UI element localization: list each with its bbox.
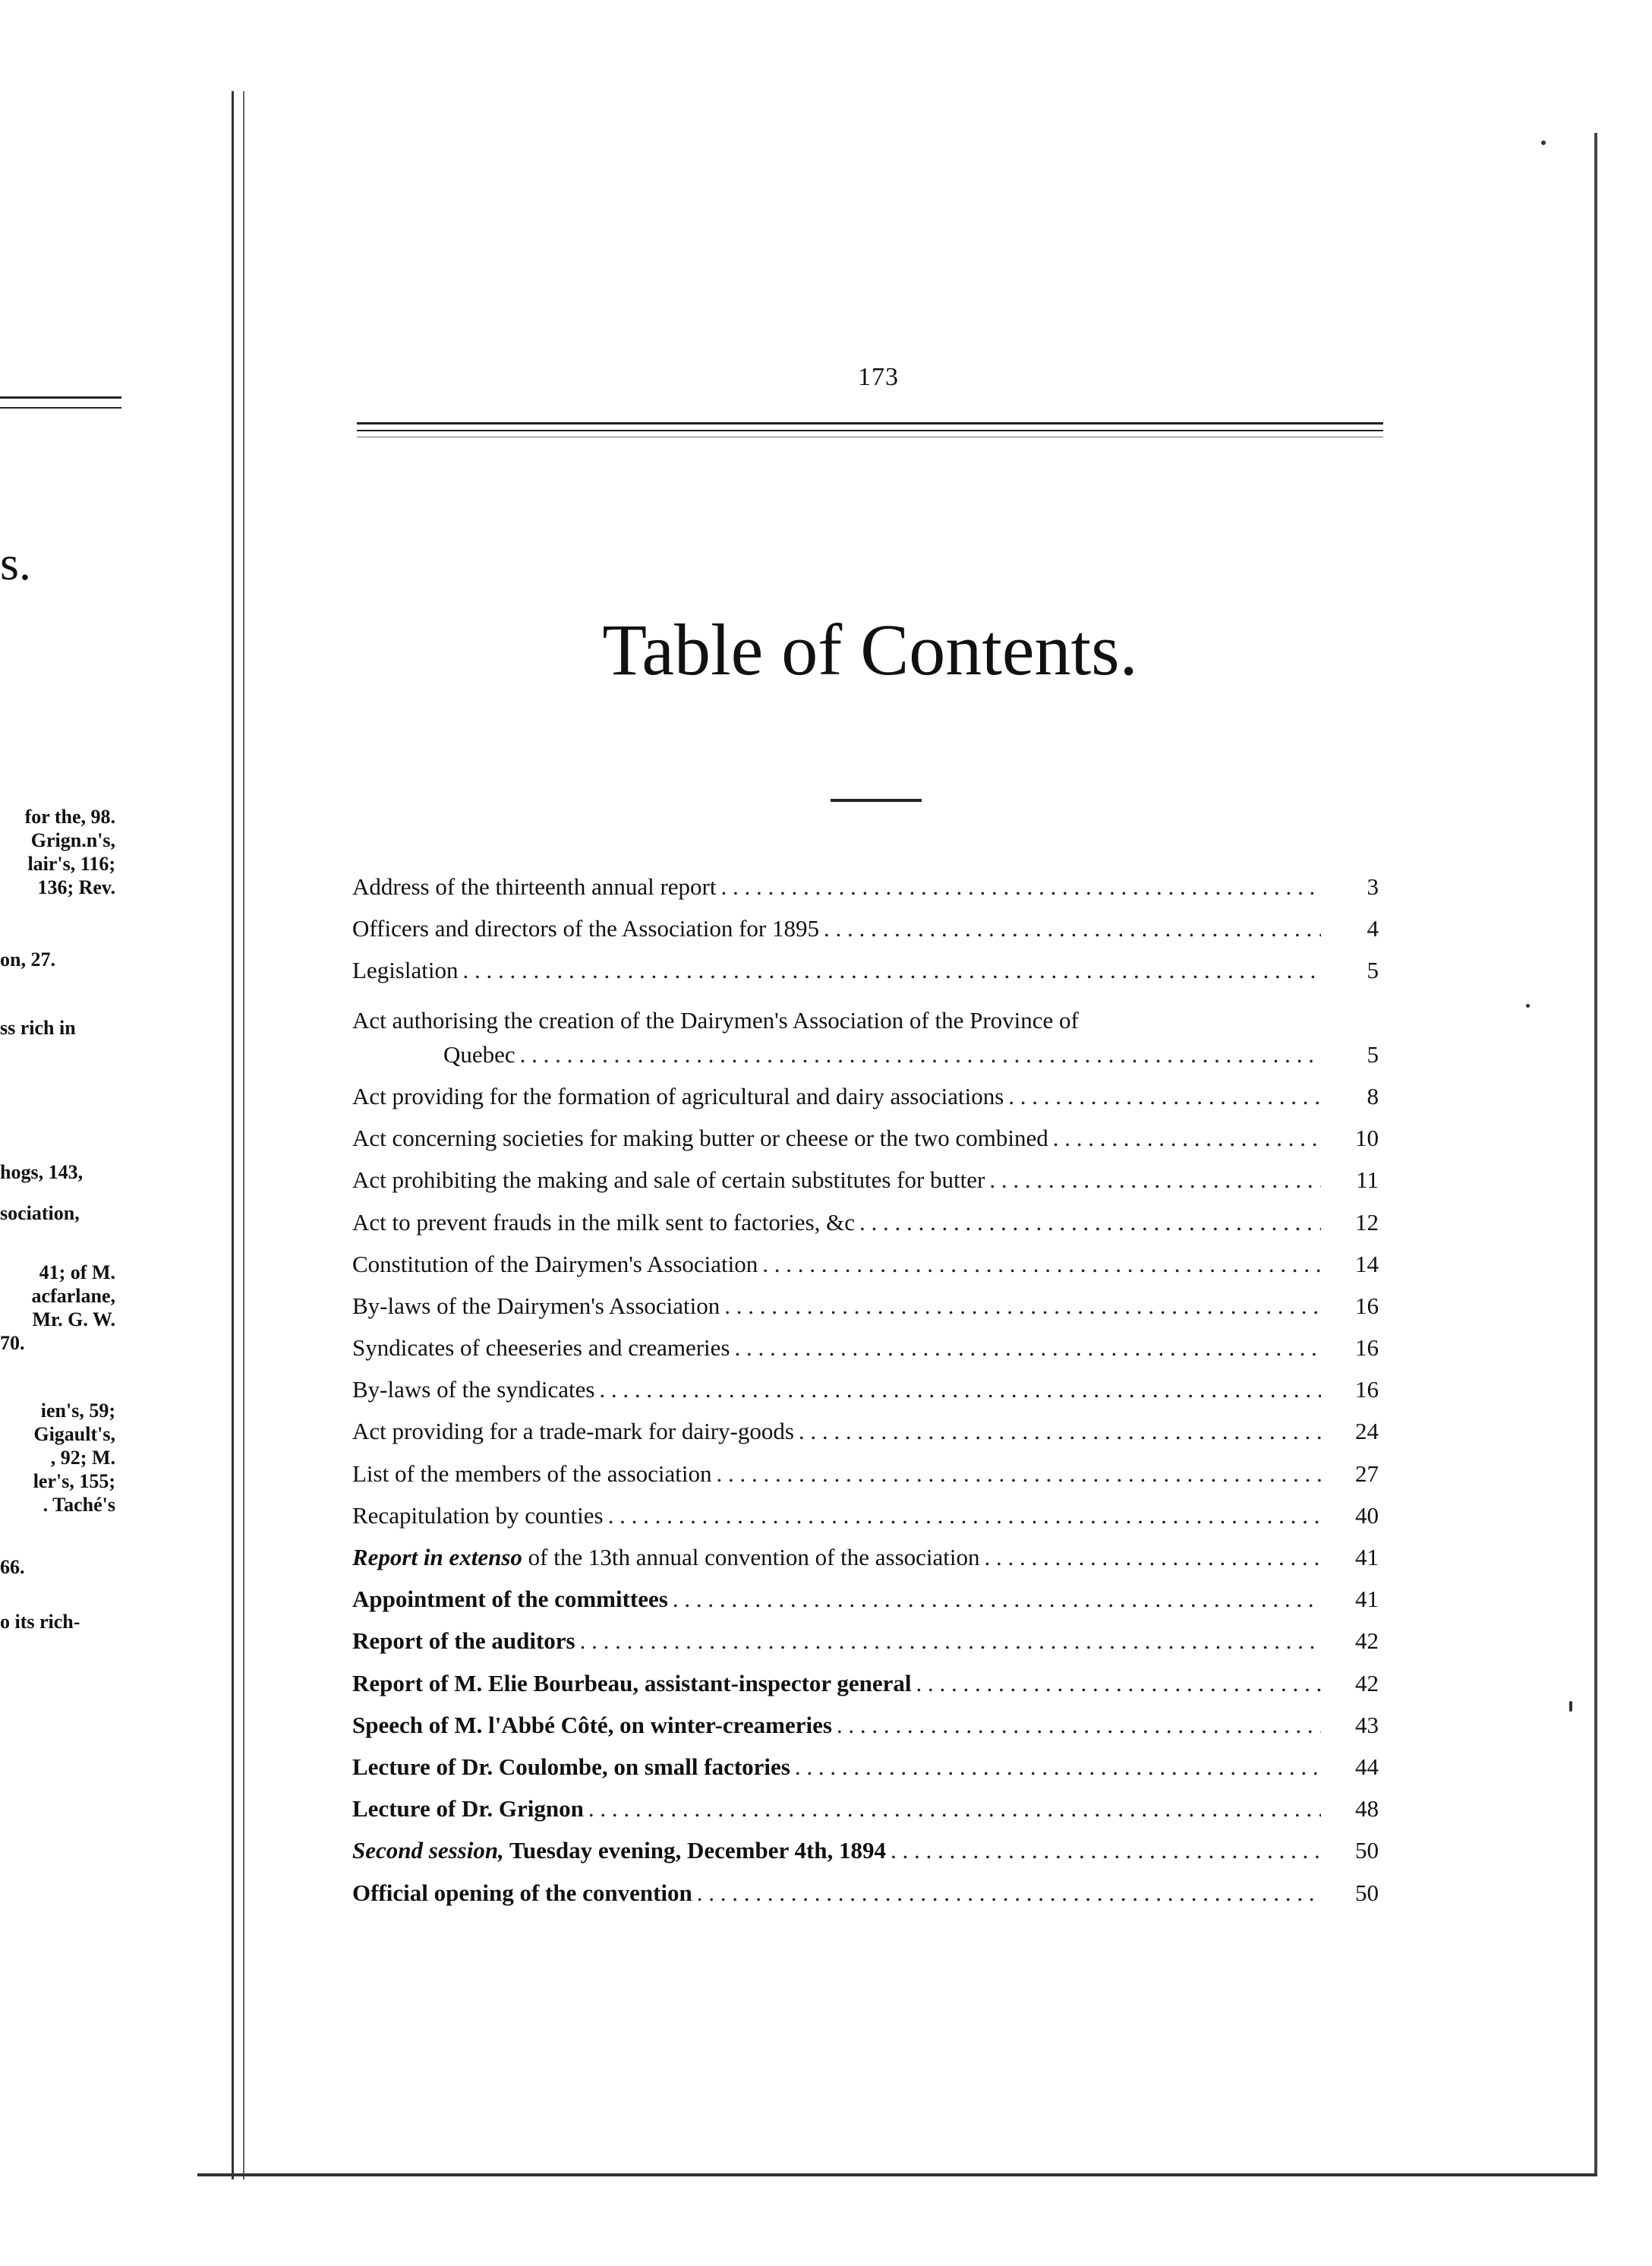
- scan-speck: [1569, 1701, 1572, 1712]
- left-text-fragment: ler's, 155;: [33, 1470, 115, 1492]
- toc-entry-label: Act prohibiting the making and sale of certain substitutes for butter: [352, 1166, 985, 1194]
- toc-entry: [352, 1125, 1379, 1166]
- left-text-fragment: sociation,: [0, 1202, 80, 1224]
- toc-entry-label: Act concerning societies for making butter or cheese or the two combined: [352, 1125, 1048, 1152]
- toc-entry: [352, 1627, 1379, 1669]
- toc-entry: [352, 1376, 1379, 1418]
- toc-entry-label-italic: Second session,: [352, 1837, 504, 1864]
- dot-leader: [799, 1418, 1321, 1445]
- toc-entry-label: [352, 1837, 886, 1864]
- toc-entry: [352, 1837, 1379, 1879]
- toc-entry: [352, 1544, 1379, 1586]
- left-text-fragment: Gigault's,: [33, 1423, 115, 1445]
- dot-leader: [989, 1166, 1321, 1194]
- toc-entry-label: Recapitulation by counties: [352, 1501, 604, 1529]
- dot-leader: [916, 1670, 1321, 1697]
- toc-entry-label: Report of the auditors: [352, 1627, 575, 1655]
- scan-speck: [1541, 140, 1546, 145]
- toc-entry-label: Lecture of Dr. Grignon: [352, 1795, 584, 1823]
- left-text-fragment: 41; of M.: [39, 1261, 115, 1283]
- toc-entry-page: 42: [1355, 1669, 1379, 1696]
- dot-leader: [837, 1712, 1321, 1739]
- toc-entry: [352, 873, 1379, 915]
- dot-leader: [1008, 1083, 1321, 1110]
- left-text-fragment: lair's, 116;: [27, 853, 115, 875]
- toc-entry: [352, 1460, 1379, 1502]
- page-number: 173: [858, 363, 899, 391]
- toc-entry-page: 16: [1355, 1376, 1379, 1403]
- page-bottom-edge: [197, 2173, 1597, 2176]
- toc-entry-page: 5: [1367, 957, 1379, 984]
- left-text-fragment: 136; Rev.: [37, 876, 115, 898]
- toc-entry-label-rest: of the 13th annual convention of the association: [522, 1544, 980, 1571]
- header-rule: [357, 422, 1383, 424]
- toc-entry-label: Officers and directors of the Association for 1895: [352, 915, 819, 942]
- left-header-rule: [0, 396, 121, 399]
- toc-entry-label-italic: Report in extenso: [352, 1544, 522, 1571]
- dot-leader: [859, 1209, 1321, 1236]
- toc-entry-page: 27: [1355, 1460, 1379, 1487]
- dot-leader: [717, 1460, 1322, 1488]
- toc-entry: [352, 1502, 1379, 1544]
- dot-leader: [520, 1041, 1321, 1068]
- toc-entry: [352, 1251, 1379, 1292]
- toc-entry-page: 8: [1367, 1082, 1379, 1109]
- left-text-fragment: , 92; M.: [50, 1447, 115, 1469]
- toc-entry-label: List of the members of the association: [352, 1460, 712, 1487]
- toc-entry: [352, 1753, 1379, 1795]
- toc-entry: [352, 1586, 1379, 1627]
- toc-entry-label: Lecture of Dr. Coulombe, on small factories: [352, 1753, 790, 1780]
- toc-entry: [352, 1795, 1379, 1837]
- toc-entry-page: 43: [1355, 1711, 1379, 1738]
- toc-entry-label: [352, 1544, 980, 1571]
- table-of-contents: [352, 873, 1379, 1921]
- toc-entry-label-rest: Tuesday evening, December 4th, 1894: [503, 1837, 887, 1864]
- toc-entry-page: 40: [1355, 1501, 1379, 1529]
- toc-entry-label: Act providing for a trade-mark for dairy-goods: [352, 1418, 794, 1445]
- toc-entry-page: 4: [1367, 915, 1379, 942]
- toc-entry-label: By-laws of the syndicates: [352, 1376, 595, 1403]
- toc-entry: [352, 1879, 1379, 1921]
- dot-leader: [599, 1376, 1321, 1403]
- dot-leader: [697, 1879, 1321, 1907]
- toc-entry-label: Appointment of the committees: [352, 1586, 668, 1613]
- toc-entry-label: Speech of M. l'Abbé Côté, on winter-creameries: [352, 1711, 832, 1738]
- dot-leader: [891, 1837, 1321, 1864]
- left-text-fragment: hogs, 143,: [0, 1161, 84, 1183]
- dot-leader: [824, 915, 1321, 942]
- dot-leader: [580, 1627, 1321, 1655]
- left-facing-page: [0, 91, 228, 2187]
- toc-entry: [352, 1712, 1379, 1753]
- left-text-fragment: for the, 98.: [24, 806, 115, 828]
- toc-entry-label: By-laws of the Dairymen's Association: [352, 1292, 720, 1319]
- toc-entry: [352, 1166, 1379, 1208]
- toc-entry: [352, 1292, 1379, 1334]
- toc-entry-label: Legislation: [352, 957, 459, 984]
- toc-entry-page: 3: [1367, 873, 1379, 900]
- dot-leader: [985, 1544, 1321, 1571]
- left-text-fragment: 70.: [0, 1332, 25, 1354]
- toc-entry-page: 16: [1355, 1292, 1379, 1319]
- header-rule: [357, 430, 1383, 431]
- toc-entry-page: 12: [1355, 1208, 1379, 1236]
- left-text-fragment: . Taché's: [43, 1494, 115, 1516]
- toc-entry-label: Address of the thirteenth annual report: [352, 873, 717, 900]
- dot-leader: [734, 1334, 1321, 1362]
- toc-entry: [352, 1083, 1379, 1125]
- toc-entry-page: 14: [1355, 1250, 1379, 1277]
- page-title: Table of Contents.: [602, 609, 1138, 690]
- dot-leader: [673, 1586, 1321, 1613]
- toc-entry-page: 50: [1355, 1837, 1379, 1864]
- toc-entry-page: 10: [1355, 1125, 1379, 1152]
- dot-leader: [1053, 1125, 1321, 1152]
- dot-leader: [721, 873, 1322, 901]
- toc-entry: [352, 1209, 1379, 1251]
- toc-entry-page: 41: [1355, 1586, 1379, 1613]
- toc-entry: [352, 1670, 1379, 1712]
- left-heading-fragment: s.: [0, 536, 31, 590]
- toc-entry-label: Syndicates of cheeseries and creameries: [352, 1334, 730, 1362]
- dot-leader: [795, 1753, 1321, 1781]
- page-edge: [1594, 133, 1597, 2176]
- toc-entry-page: 5: [1367, 1040, 1379, 1068]
- toc-entry-page: 41: [1355, 1544, 1379, 1571]
- left-text-fragment: ien's, 59;: [40, 1400, 115, 1422]
- left-text-fragment: 66.: [0, 1556, 25, 1578]
- toc-entry-label-continued: Quebec: [443, 1040, 515, 1068]
- toc-entry-label: Official opening of the convention: [352, 1879, 692, 1906]
- left-text-fragment: Mr. G. W.: [32, 1308, 115, 1330]
- toc-entry: [352, 1334, 1379, 1376]
- left-text-fragment: o its rich-: [0, 1611, 80, 1633]
- toc-entry-page: 48: [1355, 1795, 1379, 1823]
- toc-entry-page: 11: [1356, 1166, 1379, 1194]
- toc-entry: [352, 1418, 1379, 1460]
- dot-leader: [724, 1292, 1321, 1320]
- dot-leader: [762, 1251, 1321, 1278]
- toc-entry-label: Report of M. Elie Bourbeau, assistant-inspector general: [352, 1669, 912, 1696]
- toc-entry: [352, 957, 1379, 999]
- dot-leader: [608, 1502, 1321, 1529]
- toc-entry-label: Act providing for the formation of agricultural and dairy associations: [352, 1082, 1004, 1109]
- toc-entry-label: Act authorising the creation of the Dairymen's Association of the Province of: [352, 1006, 1079, 1034]
- toc-entry-label: Act to prevent frauds in the milk sent to factories, &c: [352, 1208, 856, 1236]
- left-text-fragment: ss rich in: [0, 1017, 76, 1039]
- toc-entry-page: 16: [1355, 1334, 1379, 1362]
- left-header-rule: [0, 407, 121, 409]
- title-rule: [831, 799, 922, 802]
- left-text-fragment: Grign.n's,: [30, 829, 115, 851]
- dot-leader: [462, 957, 1321, 984]
- toc-entry-label: Constitution of the Dairymen's Association: [352, 1250, 758, 1277]
- gutter-line: [232, 91, 234, 2179]
- toc-entry-page: 42: [1355, 1627, 1379, 1655]
- left-text-fragment: on, 27.: [0, 948, 55, 970]
- left-text-fragment: acfarlane,: [31, 1285, 115, 1307]
- dot-leader: [588, 1795, 1321, 1823]
- toc-entry: [352, 915, 1379, 957]
- toc-entry-page: 44: [1355, 1753, 1379, 1780]
- toc-entry-page: 24: [1355, 1418, 1379, 1445]
- toc-entry-page: 50: [1355, 1879, 1379, 1906]
- toc-entry: [352, 999, 1379, 1083]
- scan-speck: [1526, 1004, 1530, 1008]
- gutter-line: [243, 91, 244, 2179]
